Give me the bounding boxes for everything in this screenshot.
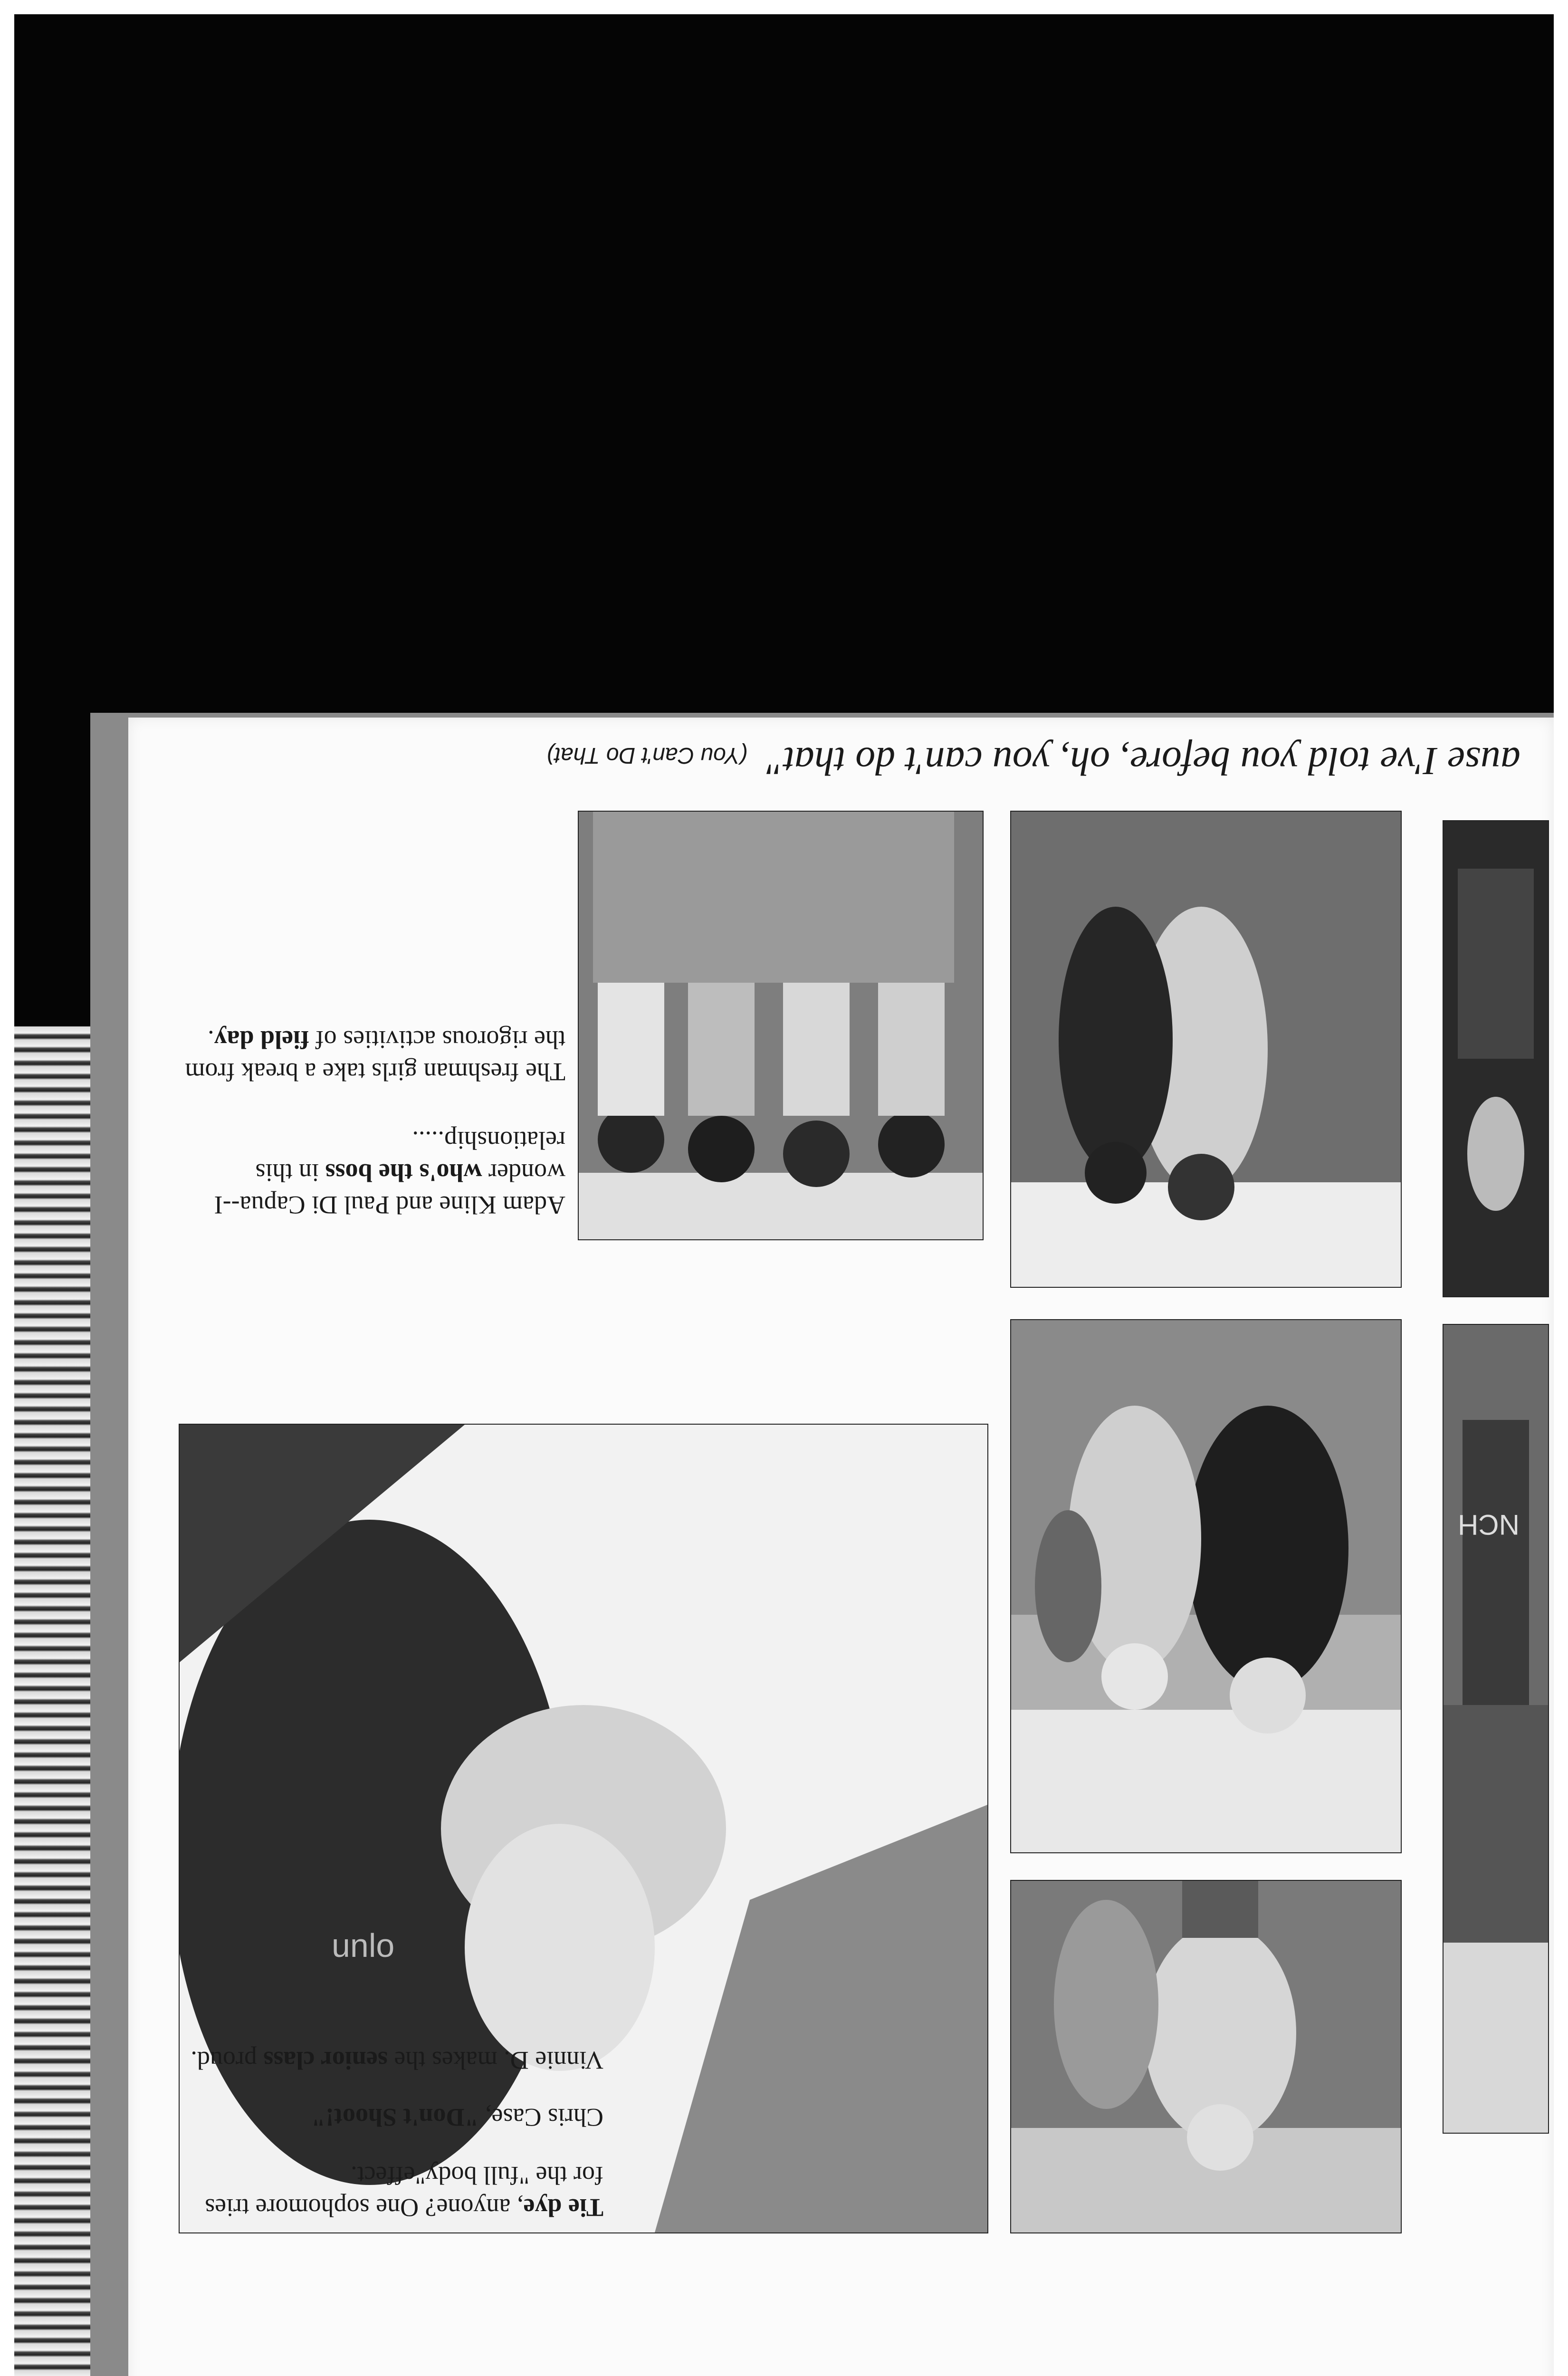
caption-tie-dye (176, 2159, 603, 2224)
photo-edge-partial (1443, 820, 1549, 1297)
caption-adam-kline-bold: who's the boss (325, 1159, 482, 1187)
caption-vinnie-text-1: Vinnie D. makes the (387, 2046, 603, 2075)
caption-chris-case (176, 2101, 603, 2134)
photo-school-sign (1443, 1324, 1549, 2134)
lyric-header (143, 738, 1520, 784)
caption-adam-kline (176, 1124, 565, 1221)
photo-freshman-girls-field-day (578, 811, 984, 1240)
caption-adam-kline-text-1: Adam Kline and Paul Di Capua--I wonder (214, 1159, 565, 1219)
caption-freshman-girls-end: . (208, 1025, 214, 1054)
caption-vinnie-text-2: proud. (191, 2046, 264, 2075)
caption-tie-dye-text: , anyone? One sophomore tries for the "full body"effect. (205, 2161, 603, 2222)
lyric-text: ause I've told you before, oh, you can't do that" (766, 739, 1520, 783)
caption-freshman-girls-text: The freshman girls take a break from the rigorous activities of (185, 1025, 565, 1086)
sign-text: NCH (1458, 1509, 1520, 1541)
caption-tie-dye-bold: Tie dye (523, 2194, 603, 2222)
shirt-logo-text: unlo (332, 1927, 395, 1964)
caption-vinnie-bold: senior class (263, 2046, 388, 2075)
photo-adam-kline-paul-di-capua (1010, 811, 1402, 1288)
caption-adam-kline-text-2: in this relationship..... (255, 1126, 565, 1187)
caption-freshman-girls (176, 1024, 565, 1088)
yearbook-page (128, 718, 1554, 2376)
caption-chris-case-bold: "Don't Shoot!" (311, 2103, 479, 2132)
caption-vinnie (176, 2044, 603, 2077)
caption-chris-case-text: Chris Case, (478, 2103, 603, 2132)
photo-tie-dye-sophomore (1010, 1880, 1402, 2233)
photo-chris-case-dont-shoot (1010, 1319, 1402, 1853)
lyric-credit: (You Can't Do That) (546, 743, 748, 768)
caption-freshman-girls-bold: field day (214, 1025, 309, 1054)
